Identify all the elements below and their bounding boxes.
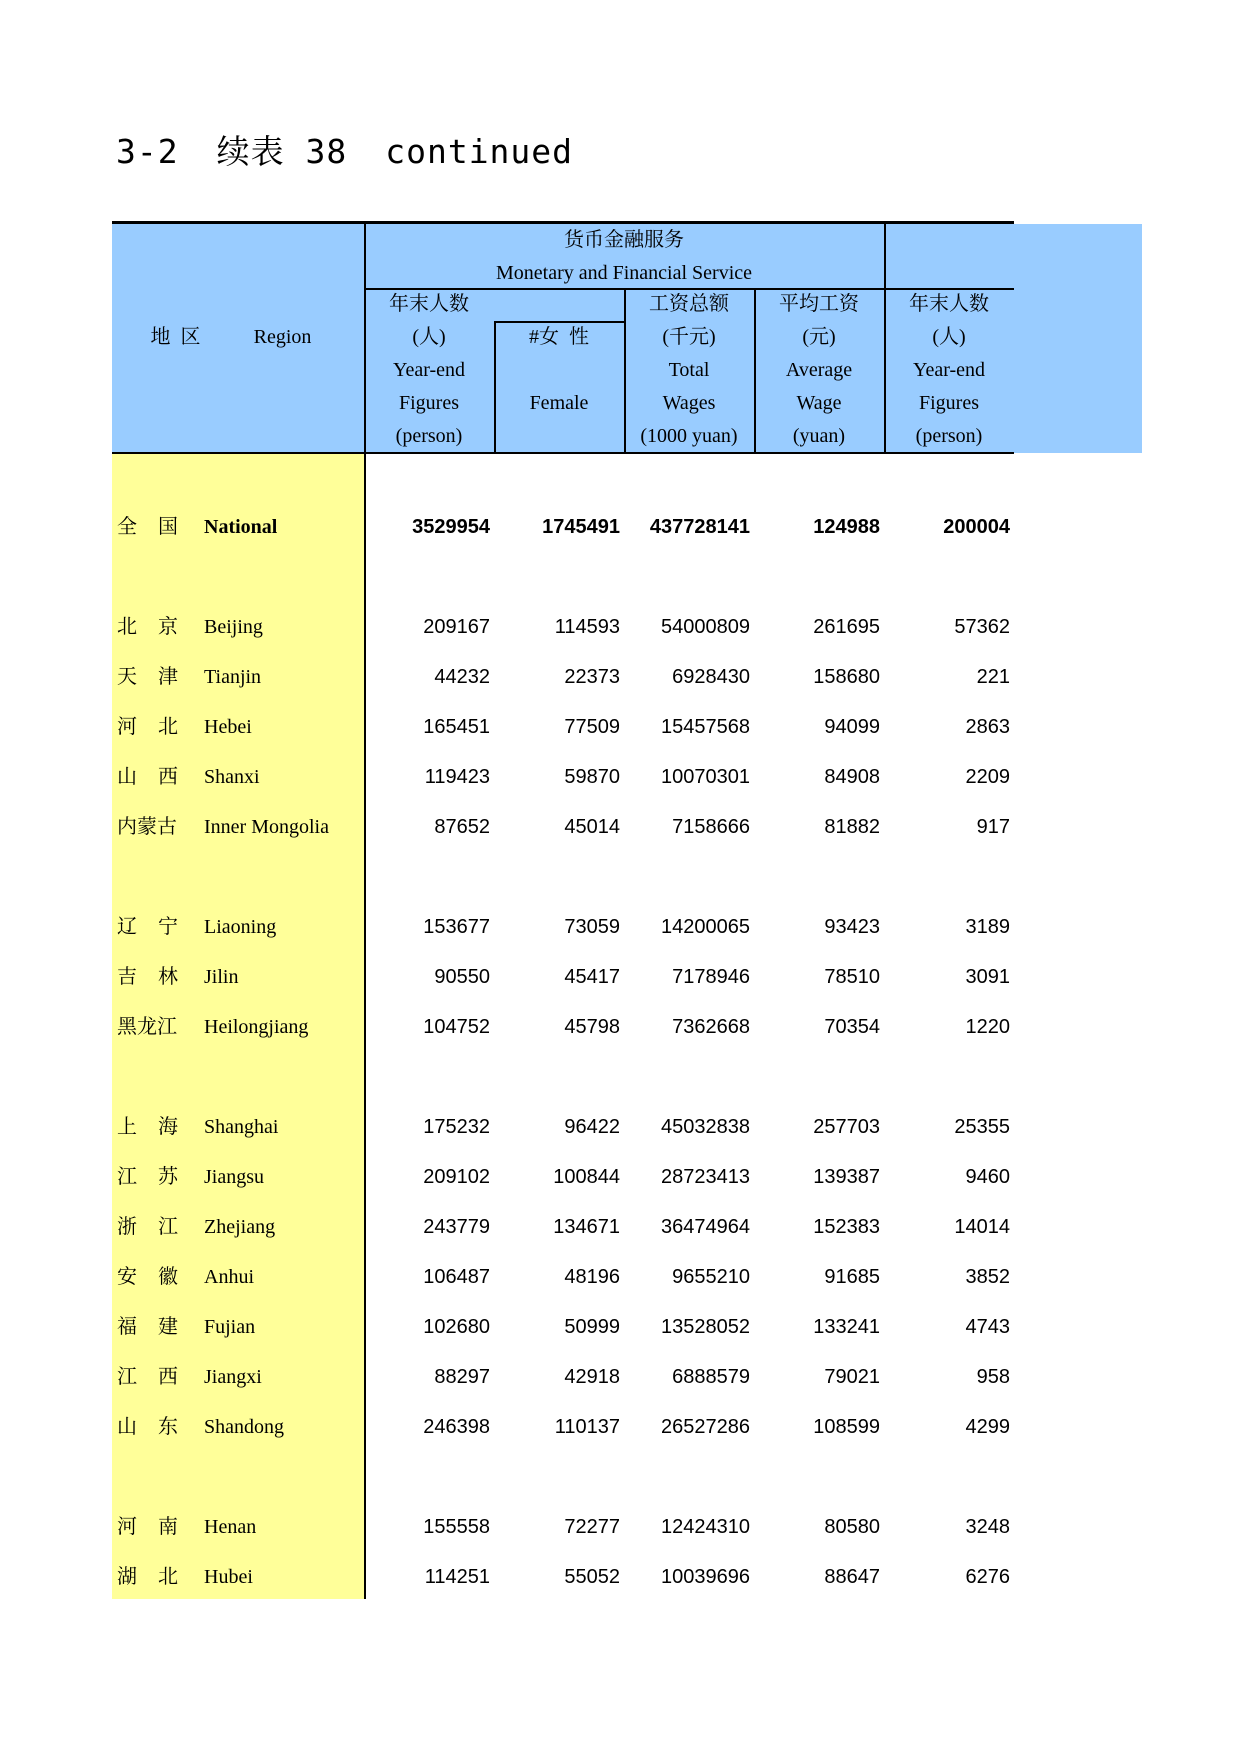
value-cell: 155558 [423, 1516, 490, 1538]
value-cell: 1745491 [542, 516, 620, 538]
value-cell: 25355 [954, 1116, 1010, 1138]
value-cell: 36474964 [661, 1216, 750, 1238]
value-cell: 45014 [564, 816, 620, 838]
region-name-cn [117, 1157, 178, 1197]
region-name-cn [117, 1207, 178, 1247]
value-cell: 3248 [965, 1516, 1010, 1538]
region-name-en: National [204, 516, 278, 538]
value-cell: 54000809 [661, 616, 750, 638]
region-name-en: Jilin [204, 966, 239, 988]
region-char: 江 [117, 1366, 137, 1388]
table-row [0, 1557, 1240, 1597]
region-name-cn [117, 1107, 178, 1147]
title-number: 3-2 [116, 132, 179, 171]
value-cell: 14014 [954, 1216, 1010, 1238]
header-line: Year-end [913, 359, 985, 381]
header-line: (人) [412, 326, 446, 348]
value-cell: 4299 [965, 1416, 1010, 1438]
value-cell: 4743 [965, 1316, 1010, 1338]
region-name-en: Fujian [204, 1316, 256, 1338]
table-row [0, 1107, 1240, 1147]
value-cell: 26527286 [661, 1416, 750, 1438]
region-char: 安 [117, 1266, 137, 1288]
value-cell: 55052 [564, 1566, 620, 1588]
value-cell: 114593 [554, 616, 620, 638]
value-cell: 257703 [813, 1116, 880, 1138]
header-line: (千元) [662, 326, 716, 348]
region-char: 南 [158, 1516, 178, 1538]
header-line: (yuan) [792, 425, 846, 447]
region-name-en: Shanxi [204, 766, 260, 788]
region-char: 国 [158, 516, 178, 538]
value-cell: 158680 [813, 666, 880, 688]
region-char: 天 [117, 666, 137, 688]
title-en: continued [385, 132, 574, 171]
header-line: (1000 yuan) [640, 425, 738, 447]
header-line: Wages [662, 392, 716, 414]
column-header-year-end [364, 288, 494, 453]
header-line: Wage [796, 392, 842, 414]
region-char: 辽 [117, 916, 137, 938]
header-line: (person) [395, 425, 463, 447]
header-line: Average [785, 359, 853, 381]
region-name-cn: 黑龙江 [117, 1016, 177, 1038]
value-cell: 78510 [824, 966, 880, 988]
value-cell: 70354 [824, 1016, 880, 1038]
value-cell: 87652 [434, 816, 490, 838]
value-cell: 108599 [813, 1416, 880, 1438]
value-cell: 91685 [824, 1266, 880, 1288]
region-char: 建 [158, 1316, 178, 1338]
region-name-en: Shanghai [204, 1116, 279, 1138]
region-header-cn: 地 区 [150, 326, 201, 348]
region-name-cn [117, 607, 178, 647]
value-cell: 6888579 [672, 1366, 750, 1388]
value-cell: 45798 [564, 1016, 620, 1038]
region-name-en: Beijing [204, 616, 263, 638]
group-header [364, 224, 884, 290]
value-cell: 57362 [954, 616, 1010, 638]
value-cell: 153677 [423, 916, 490, 938]
value-cell: 165451 [423, 716, 490, 738]
value-cell: 261695 [813, 616, 880, 638]
region-name-en: Hebei [204, 716, 252, 738]
value-cell: 3091 [965, 966, 1010, 988]
header-line: Total [668, 359, 710, 381]
region-char: 湖 [117, 1566, 137, 1588]
value-cell: 50999 [564, 1316, 620, 1338]
region-name-cn: 内蒙古 [117, 816, 177, 838]
header-line: Female [529, 392, 589, 414]
region-header [112, 321, 364, 354]
value-cell: 6276 [965, 1566, 1010, 1588]
value-cell: 10070301 [661, 766, 750, 788]
column-header-average-wage [754, 288, 884, 453]
region-char: 京 [158, 616, 178, 638]
region-char: 北 [117, 616, 137, 638]
header-line: 年末人数 [909, 293, 989, 315]
region-char: 山 [117, 766, 137, 788]
region-char: 徽 [158, 1266, 178, 1288]
title-cn: 续表 38 [216, 132, 348, 171]
value-cell: 44232 [434, 666, 490, 688]
region-char: 北 [158, 1566, 178, 1588]
value-cell: 106487 [423, 1266, 490, 1288]
value-cell: 209102 [423, 1166, 490, 1188]
table-row [0, 1207, 1240, 1247]
value-cell: 45032838 [661, 1116, 750, 1138]
page-title [116, 126, 573, 173]
region-char: 浙 [117, 1216, 137, 1238]
region-name-en: Inner Mongolia [204, 816, 329, 838]
header-line: Figures [919, 392, 979, 414]
value-cell: 45417 [564, 966, 620, 988]
value-cell: 9460 [965, 1166, 1010, 1188]
region-header-en: Region [253, 326, 312, 348]
value-cell: 59870 [564, 766, 620, 788]
value-cell: 77509 [564, 716, 620, 738]
value-cell: 94099 [824, 716, 880, 738]
value-cell: 79021 [824, 1366, 880, 1388]
table-row [0, 1307, 1240, 1347]
region-name-en: Liaoning [204, 916, 277, 938]
header-line: (人) [932, 326, 966, 348]
region-char: 西 [158, 1366, 178, 1388]
header-line: Year-end [393, 359, 465, 381]
region-name-cn [117, 907, 178, 947]
value-cell: 88297 [434, 1366, 490, 1388]
region-char: 西 [158, 766, 178, 788]
value-cell: 22373 [564, 666, 620, 688]
value-cell: 7178946 [672, 966, 750, 988]
value-cell: 175232 [423, 1116, 490, 1138]
value-cell: 243779 [423, 1216, 490, 1238]
value-cell: 124988 [813, 516, 880, 538]
region-name-cn [117, 1507, 178, 1547]
value-cell: 28723413 [661, 1166, 750, 1188]
table-row [0, 907, 1240, 947]
region-name-en: Henan [204, 1516, 257, 1538]
table-row [0, 1357, 1240, 1397]
region-name-cn [117, 957, 178, 997]
value-cell: 152383 [813, 1216, 880, 1238]
value-cell: 139387 [813, 1166, 880, 1188]
region-name-cn [117, 657, 178, 697]
value-cell: 100844 [553, 1166, 620, 1188]
table-row [0, 807, 1240, 847]
value-cell: 437728141 [649, 516, 750, 538]
region-char: 宁 [158, 916, 178, 938]
value-cell: 134671 [553, 1216, 620, 1238]
value-cell: 221 [976, 666, 1010, 688]
value-cell: 3189 [965, 916, 1010, 938]
region-char: 东 [158, 1416, 178, 1438]
value-cell: 3852 [965, 1266, 1010, 1288]
header-line: 平均工资 [779, 293, 859, 315]
table-row [0, 1407, 1240, 1447]
value-cell: 110137 [554, 1416, 620, 1438]
value-cell: 84908 [824, 766, 880, 788]
table-row [0, 1157, 1240, 1197]
region-char: 林 [158, 966, 178, 988]
region-name-en: Tianjin [204, 666, 262, 688]
value-cell: 10039696 [661, 1566, 750, 1588]
region-char: 江 [158, 1216, 178, 1238]
region-char: 全 [117, 516, 137, 538]
region-name-cn [117, 757, 178, 797]
value-cell: 114251 [424, 1566, 490, 1588]
region-name-en: Heilongjiang [204, 1016, 309, 1038]
value-cell: 42918 [564, 1366, 620, 1388]
header-line: (person) [915, 425, 983, 447]
value-cell: 119423 [424, 766, 490, 788]
value-cell: 96422 [564, 1116, 620, 1138]
table-row [0, 707, 1240, 747]
region-name-cn [117, 507, 178, 547]
value-cell: 209167 [423, 616, 490, 638]
region-char: 津 [158, 666, 178, 688]
value-cell: 102680 [423, 1316, 490, 1338]
value-cell: 13528052 [661, 1316, 750, 1338]
region-name-en: Jiangxi [204, 1366, 262, 1388]
table-row [0, 1007, 1240, 1047]
value-cell: 6928430 [672, 666, 750, 688]
region-char: 江 [117, 1166, 137, 1188]
value-cell: 7158666 [672, 816, 750, 838]
region-char: 海 [158, 1116, 178, 1138]
header-line: #女 性 [529, 326, 589, 348]
region-name-en: Hubei [204, 1566, 253, 1588]
region-name-en: Shandong [204, 1416, 284, 1438]
value-cell: 246398 [423, 1416, 490, 1438]
value-cell: 80580 [824, 1516, 880, 1538]
region-char: 福 [117, 1316, 137, 1338]
region-char: 山 [117, 1416, 137, 1438]
region-name-en: Jiangsu [204, 1166, 264, 1188]
value-cell: 2863 [965, 716, 1010, 738]
column-header-year-end-2 [884, 288, 1014, 453]
group-header-cn: 货币金融服务 [564, 229, 684, 251]
region-name-en: Anhui [204, 1266, 254, 1288]
value-cell: 9655210 [672, 1266, 750, 1288]
region-name-cn [117, 1557, 178, 1597]
region-char: 吉 [117, 966, 137, 988]
region-name-cn [117, 1257, 178, 1297]
header-line: 工资总额 [649, 293, 729, 315]
region-char: 河 [117, 1516, 137, 1538]
column-header-total-wages [624, 288, 754, 453]
header-line: 年末人数 [389, 293, 469, 315]
value-cell: 958 [976, 1366, 1010, 1388]
table-row [0, 507, 1240, 547]
table-row [0, 1257, 1240, 1297]
header-line: Figures [399, 392, 459, 414]
table-row [0, 957, 1240, 997]
value-cell: 14200065 [661, 916, 750, 938]
region-name-en: Zhejiang [204, 1216, 276, 1238]
region-char: 河 [117, 716, 137, 738]
table-row [0, 607, 1240, 647]
value-cell: 2209 [965, 766, 1010, 788]
region-char: 上 [117, 1116, 137, 1138]
value-cell: 93423 [824, 916, 880, 938]
value-cell: 15457568 [661, 716, 750, 738]
value-cell: 12424310 [661, 1516, 750, 1538]
value-cell: 917 [976, 816, 1010, 838]
value-cell: 133241 [813, 1316, 880, 1338]
value-cell: 200004 [943, 516, 1010, 538]
value-cell: 73059 [564, 916, 620, 938]
group-header-en: Monetary and Financial Service [495, 262, 753, 284]
value-cell: 1220 [965, 1016, 1010, 1038]
header-line: (元) [802, 326, 836, 348]
region-char: 苏 [158, 1166, 178, 1188]
value-cell: 72277 [564, 1516, 620, 1538]
region-name-cn [117, 1357, 178, 1397]
value-cell: 88647 [824, 1566, 880, 1588]
value-cell: 81882 [824, 816, 880, 838]
table-row [0, 757, 1240, 797]
table-row [0, 657, 1240, 697]
region-name-cn [117, 707, 178, 747]
region-name-cn [117, 1307, 178, 1347]
table-row [0, 1507, 1240, 1547]
region-char: 北 [158, 716, 178, 738]
value-cell: 3529954 [412, 516, 490, 538]
column-header-female [494, 321, 624, 420]
value-cell: 48196 [564, 1266, 620, 1288]
region-name-cn [117, 1407, 178, 1447]
value-cell: 7362668 [672, 1016, 750, 1038]
value-cell: 104752 [423, 1016, 490, 1038]
value-cell: 90550 [434, 966, 490, 988]
